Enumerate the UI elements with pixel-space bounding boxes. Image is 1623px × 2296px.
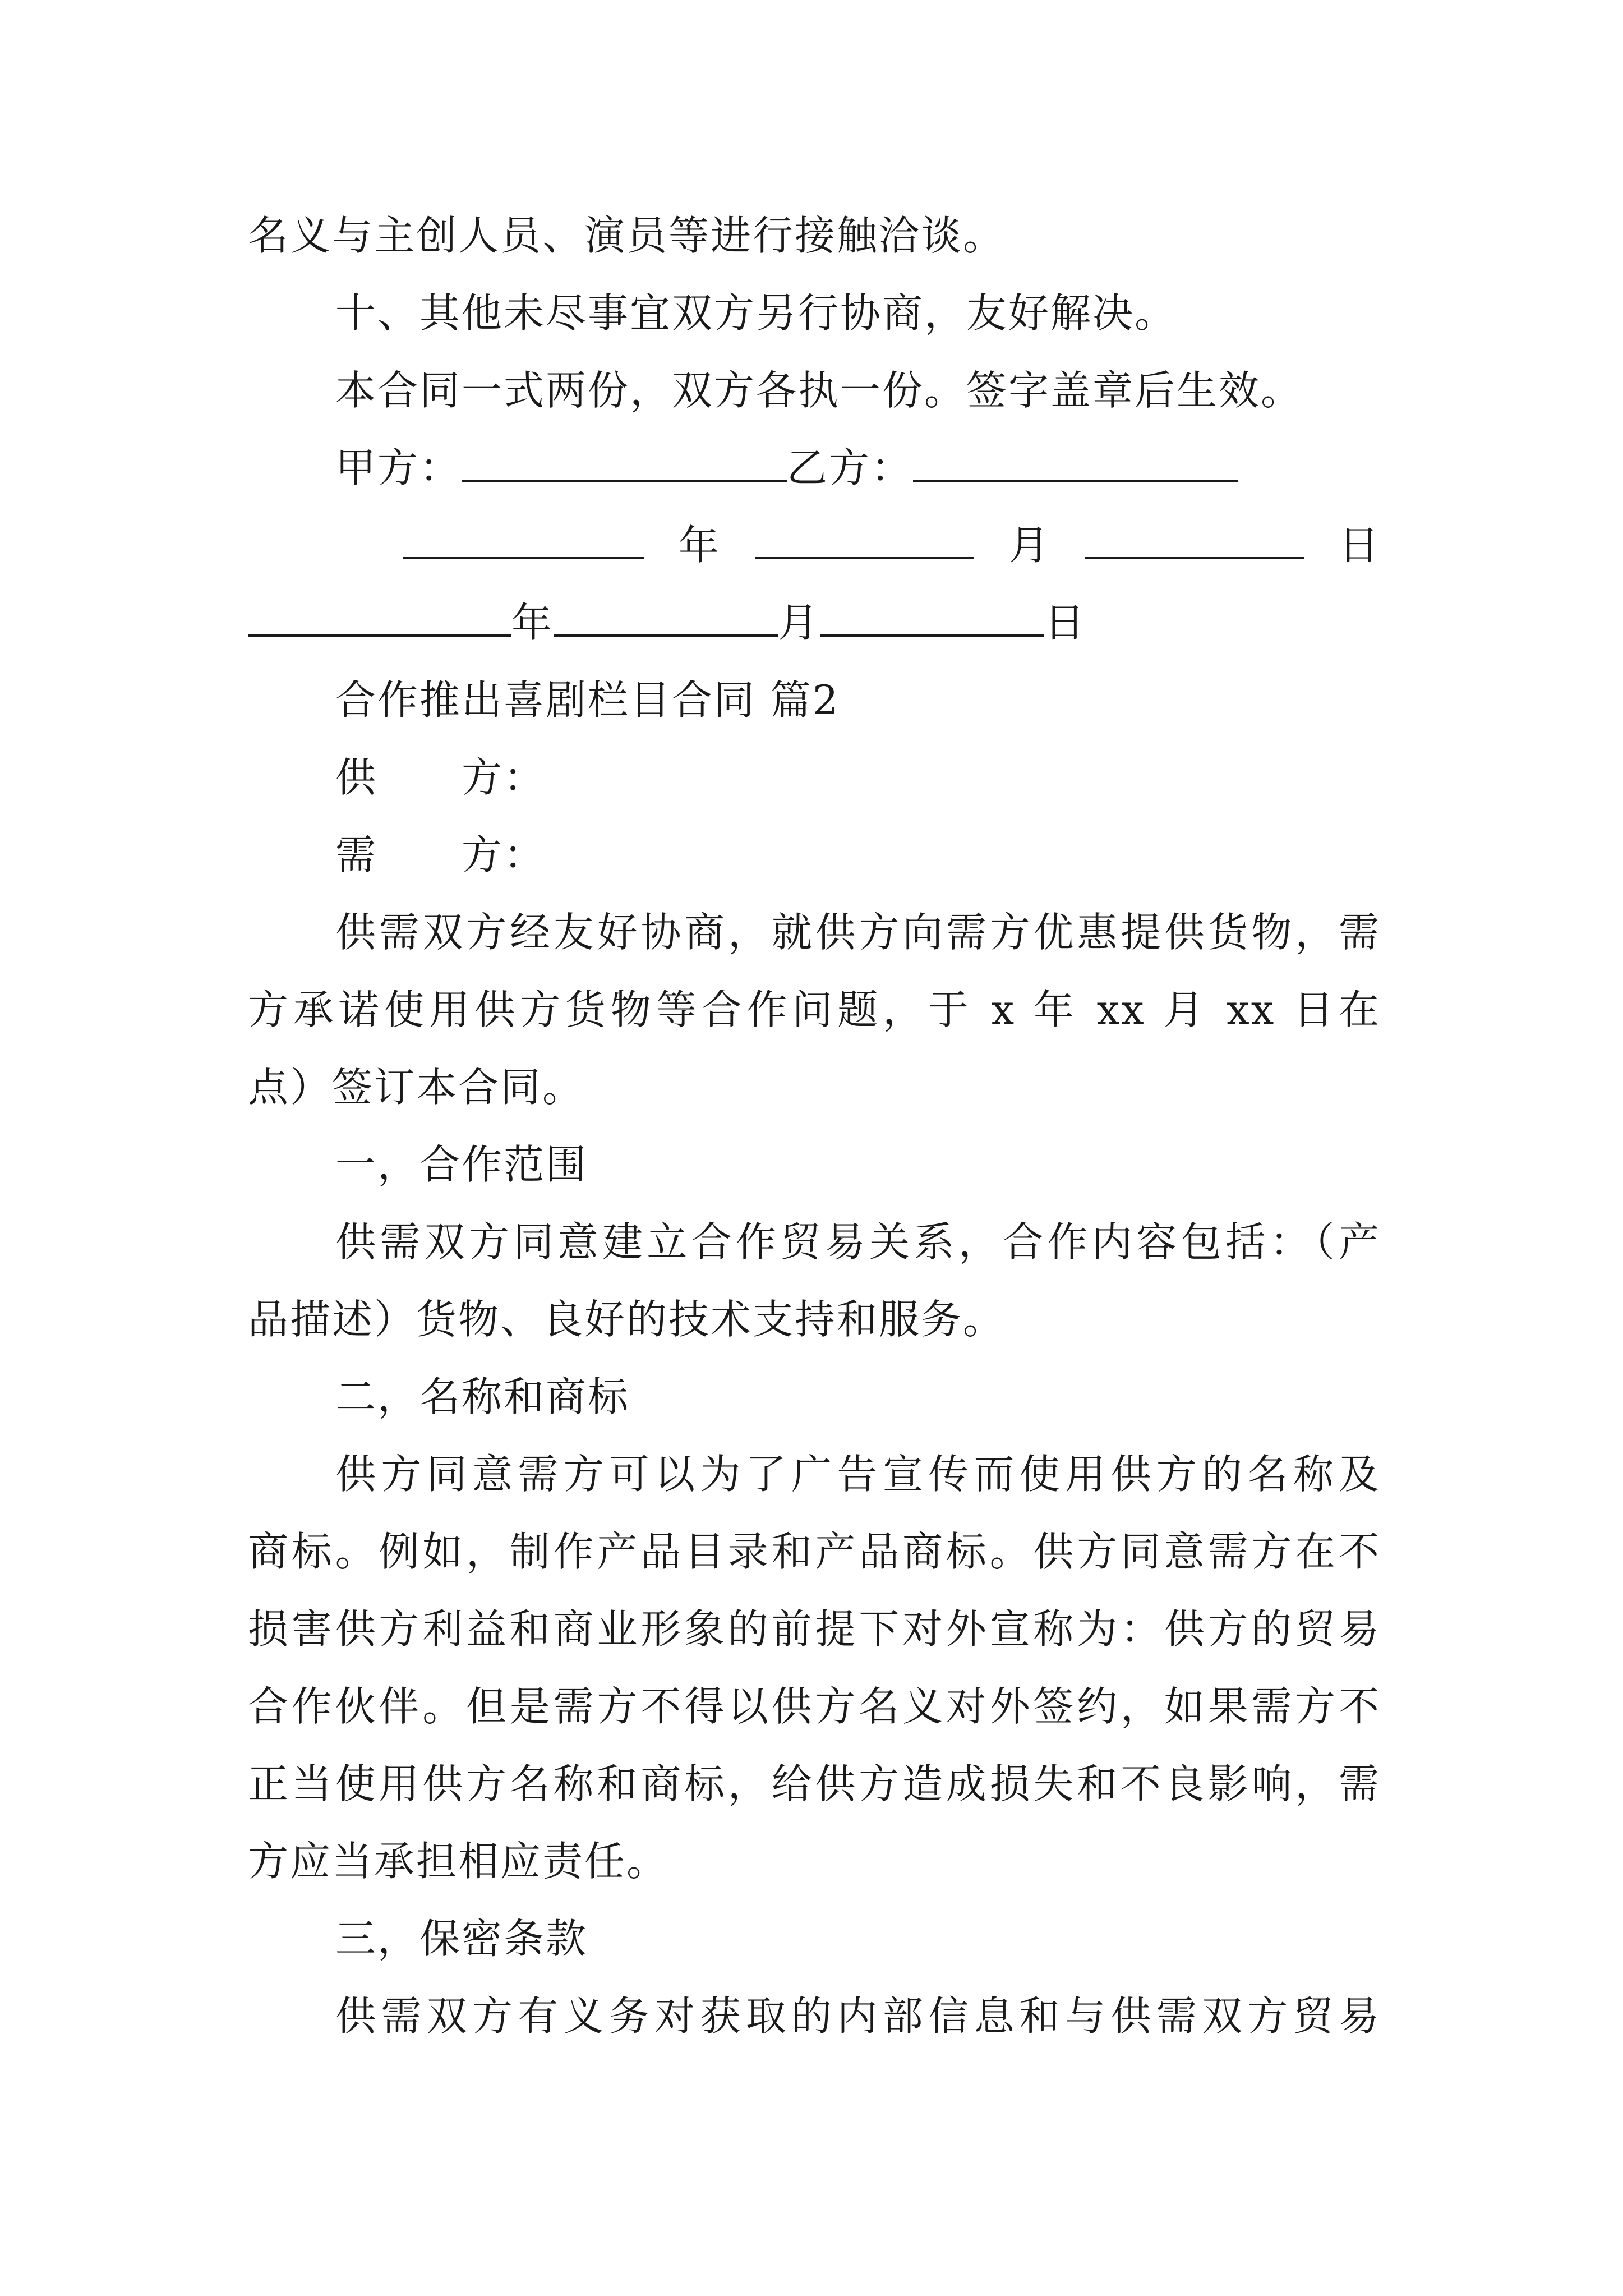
text-line: 本合同一式两份，双方各执一份。签字盖章后生效。 (335, 367, 1303, 414)
section-title: 合作推出喜剧栏目合同 篇2 (335, 677, 840, 724)
party-a-blank (462, 445, 787, 482)
day-blank (1085, 522, 1304, 559)
signature-parties-line (335, 441, 1381, 495)
month-label: 月 (778, 599, 820, 646)
year-blank (248, 600, 511, 637)
paragraph-line: 方承诺使用供方货物等合作问题，于 x 年 xx 月 xx 日在 (248, 986, 1381, 1033)
clause-heading: 三，保密条款 (335, 1915, 588, 1962)
paragraph-line: 供需双方同意建立合作贸易关系，合作内容包括：（产 (335, 1218, 1381, 1266)
clause-heading: 一，合作范围 (335, 1141, 588, 1188)
year-blank (403, 522, 644, 559)
paragraph-line: 供方同意需方可以为了广告宣传而使用供方的名称及 (335, 1451, 1381, 1498)
year-label: 年 (511, 599, 554, 646)
day-blank (820, 600, 1044, 637)
text-line: 名义与主创人员、演员等进行接触洽谈。 (248, 212, 1006, 259)
paragraph-line: 正当使用供方名称和商标，给供方造成损失和不良影响，需 (248, 1760, 1381, 1807)
date-line-a (403, 518, 1381, 572)
year-label: 年 (678, 522, 721, 569)
buyer-label: 需 方： (335, 831, 546, 878)
party-b-label: 乙方： (787, 444, 914, 491)
party-a-label: 甲方： (335, 444, 462, 491)
paragraph-line: 供需双方有义务对获取的内部信息和与供需双方贸易 (335, 1993, 1381, 2040)
day-label: 日 (1338, 522, 1381, 569)
date-line-b (248, 596, 1381, 650)
paragraph-line: 点）签订本合同。 (248, 1064, 585, 1111)
month-label: 月 (1008, 522, 1051, 569)
paragraph-line: 合作伙伴。但是需方不得以供方名义对外签约，如果需方不 (248, 1683, 1381, 1730)
supplier-label: 供 方： (335, 754, 546, 801)
clause-heading: 二，名称和商标 (335, 1373, 630, 1420)
day-label: 日 (1044, 599, 1087, 646)
text-line: 十、其他未尽事宜双方另行协商，友好解决。 (335, 289, 1177, 337)
paragraph-line: 供需双方经友好协商，就供方向需方优惠提供货物，需 (335, 909, 1381, 956)
paragraph-line: 商标。例如，制作产品目录和产品商标。供方同意需方在不 (248, 1528, 1381, 1575)
month-blank (554, 600, 778, 637)
paragraph-line: 方应当承担相应责任。 (248, 1838, 669, 1885)
paragraph-line: 品描述）货物、良好的技术支持和服务。 (248, 1296, 1006, 1343)
party-b-blank (913, 445, 1238, 482)
date-row-a (403, 518, 1381, 572)
paragraph-line: 损害供方利益和商业形象的前提下对外宣称为：供方的贸易 (248, 1605, 1381, 1653)
month-blank (755, 522, 974, 559)
